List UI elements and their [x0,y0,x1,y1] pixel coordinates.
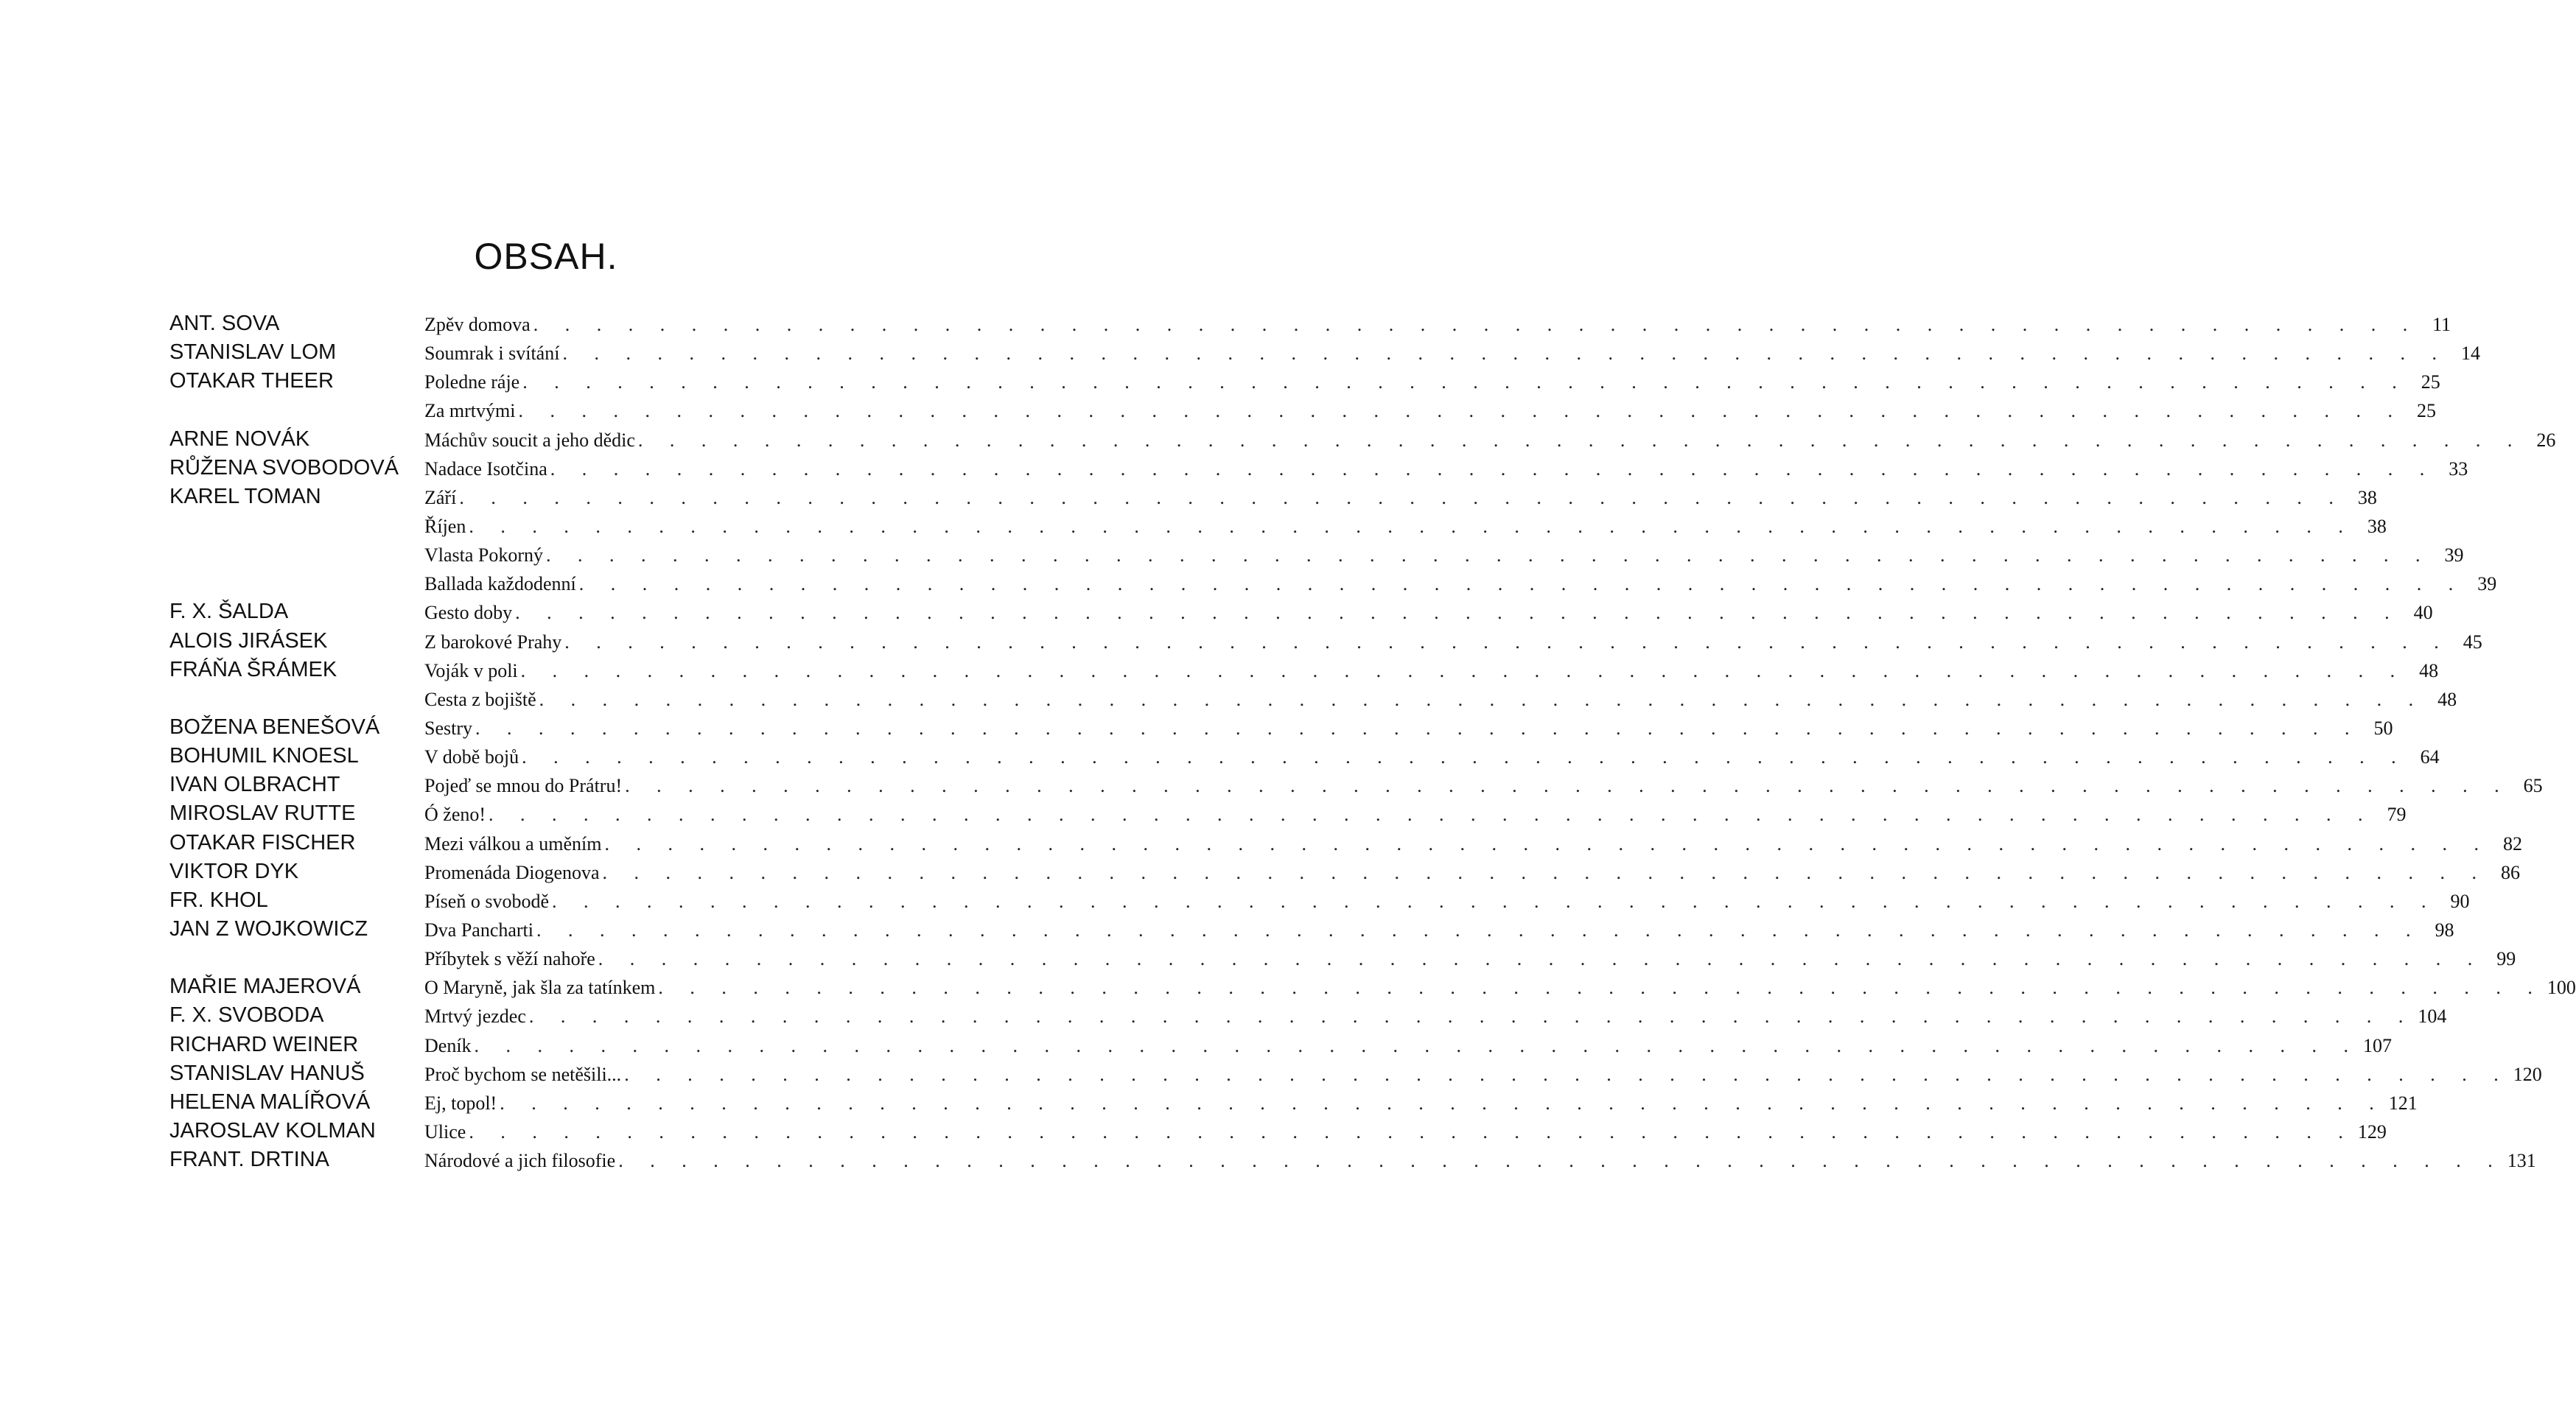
toc-page-number: 39 [2444,544,2464,566]
toc-author: F. X. SVOBODA [169,1003,324,1028]
toc-page-number: 25 [2416,400,2436,422]
dot-leader: . . . . . . . . . . . . . . . . . . . . . . . . . . . . . . . . . . . . . . . . . . . . . . . . . . . . . . . . . . . . [528,1006,2415,1028]
toc-author: MAŘIE MAJEROVÁ [169,975,361,999]
dot-leader: . . . . . . . . . . . . . . . . . . . . . . . . . . . . . . . . . . . . . . . . . . . . . . . . . . . . . . . . . . . . [658,977,2544,999]
toc-page-number: 48 [2419,659,2439,681]
toc-row [0,944,2516,972]
toc-work-title: Pojeď se mnou do Prátru! [424,775,623,797]
dot-leader: . . . . . . . . . . . . . . . . . . . . . . . . . . . . . . . . . . . . . . . . . . . . . . . . . . . . . . . . . . . . [536,919,2422,941]
toc-row [0,1001,2447,1030]
toc-row [0,886,2470,915]
toc-entry [424,455,2468,483]
dot-leader: . . . . . . . . . . . . . . . . . . . . . . . . . . . . . . . . . . . . . . . . . . . . . . . . . . . . . . . . . . . . [469,515,2354,537]
toc-work-title: O Maryně, jak šla za tatínkem [424,977,656,999]
toc-page-number: 120 [2513,1063,2542,1085]
toc-work-title: Sestry [424,717,472,739]
toc-work-title: Zpěv domova [424,314,531,335]
toc-page-number: 14 [2460,343,2480,365]
toc-work-title: Za mrtvými [424,400,516,422]
toc-entry [424,800,2407,829]
toc-entry [424,1031,2393,1060]
toc-author: ANT. SOVA [169,312,280,335]
toc-work-title: Mezi válkou a uměním [424,832,602,855]
toc-entry [424,916,2454,944]
dot-leader: . . . . . . . . . . . . . . . . . . . . . . . . . . . . . . . . . . . . . . . . . . . . . . . . . . . . . . . . . . . . [578,573,2465,595]
page-title: OBSAH. [474,236,618,277]
toc-page-number: 11 [2432,314,2451,335]
toc-work-title: Píseň o svobodě [424,890,549,912]
toc-page-number: 131 [2507,1150,2536,1172]
toc-entry [424,598,2433,627]
toc-entry [424,1146,2536,1175]
toc-row [0,829,2522,857]
toc-page-number: 48 [2437,688,2457,710]
dot-leader: . . . . . . . . . . . . . . . . . . . . . . . . . . . . . . . . . . . . . . . . . . . . . . . . . . . . . . . . . . . . [500,1092,2385,1114]
toc-row [0,569,2497,597]
toc-page-number: 50 [2373,717,2393,739]
toc-work-title: Proč bychom se netěšili... [424,1063,622,1085]
toc-page-number: 25 [2421,371,2440,393]
toc-page-number: 38 [2367,515,2387,537]
toc-work-title: Ej, topol! [424,1092,497,1114]
toc-author: STANISLAV LOM [169,340,337,365]
toc-row [0,1088,2418,1117]
toc-page-number: 86 [2501,861,2521,883]
toc-author: FR. KHOL [169,888,268,912]
toc-entry [424,628,2482,656]
toc-entry [424,944,2516,973]
toc-page-number: 90 [2450,890,2470,912]
toc-entry [424,426,2556,455]
toc-entry [424,743,2440,771]
toc-work-title: Mrtvý jezdec [424,1006,526,1028]
table-of-contents [0,309,2576,1174]
toc-author: STANISLAV HANUŠ [169,1061,365,1085]
toc-row [0,309,2451,338]
toc-entry [424,483,2377,512]
toc-row [0,713,2393,742]
toc-author: BOŽENA BENEŠOVÁ [169,715,380,739]
toc-entry [424,829,2522,858]
toc-entry [424,368,2440,396]
toc-work-title: Ulice [424,1120,466,1143]
toc-entry [424,541,2464,569]
toc-work-title: Dva Pancharti [424,919,534,941]
dot-leader: . . . . . . . . . . . . . . . . . . . . . . . . . . . . . . . . . . . . . . . . . . . . . . . . . . . . . . . . . . . . [489,804,2374,826]
toc-author: KAREL TOMAN [169,484,321,508]
toc-page-number: 104 [2418,1006,2447,1028]
toc-author: FRANT. DRTINA [169,1148,329,1172]
toc-author: HELENA MALÍŘOVÁ [169,1090,371,1114]
toc-author: RŮŽENA SVOBODOVÁ [169,455,399,480]
toc-entry [424,310,2451,339]
dot-leader: . . . . . . . . . . . . . . . . . . . . . . . . . . . . . . . . . . . . . . . . . . . . . . . . . . . . . . . . . . . . [522,371,2408,393]
toc-author: ARNE NOVÁK [169,427,310,451]
dot-leader: . . . . . . . . . . . . . . . . . . . . . . . . . . . . . . . . . . . . . . . . . . . . . . . . . . . . . . . . . . . . [624,1063,2510,1085]
dot-leader: . . . . . . . . . . . . . . . . . . . . . . . . . . . . . . . . . . . . . . . . . . . . . . . . . . . . . . . . . . . . [550,457,2436,480]
dot-leader: . . . . . . . . . . . . . . . . . . . . . . . . . . . . . . . . . . . . . . . . . . . . . . . . . . . . . . . . . . . . [598,948,2484,970]
dot-leader: . . . . . . . . . . . . . . . . . . . . . . . . . . . . . . . . . . . . . . . . . . . . . . . . . . . . . . . . . . . . [564,631,2450,653]
toc-row [0,627,2482,656]
toc-page-number: 38 [2357,486,2377,508]
toc-work-title: Ó ženo! [424,804,486,826]
toc-page-number: 121 [2388,1092,2418,1114]
toc-row [0,972,2576,1001]
dot-leader: . . . . . . . . . . . . . . . . . . . . . . . . . . . . . . . . . . . . . . . . . . . . . . . . . . . . . . . . . . . . [515,602,2401,624]
toc-author: IVAN OLBRACHT [169,773,340,797]
toc-row [0,1031,2393,1059]
dot-leader: . . . . . . . . . . . . . . . . . . . . . . . . . . . . . . . . . . . . . . . . . . . . . . . . . . . . . . . . . . . . [522,746,2407,768]
dot-leader: . . . . . . . . . . . . . . . . . . . . . . . . . . . . . . . . . . . . . . . . . . . . . . . . . . . . . . . . . . . . [604,832,2490,855]
toc-row [0,367,2440,396]
toc-work-title: Cesta z bojiště [424,688,536,710]
toc-entry [424,512,2387,541]
toc-entry [424,656,2439,685]
toc-work-title: Gesto doby [424,602,513,624]
toc-entry [424,1089,2418,1117]
toc-entry [424,887,2470,916]
toc-author: FRÁŇA ŠRÁMEK [169,657,337,681]
toc-page-number: 82 [2502,832,2522,855]
toc-work-title: Září [424,486,457,508]
toc-work-title: Vlasta Pokorný [424,544,544,566]
toc-entry [424,339,2480,368]
dot-leader: . . . . . . . . . . . . . . . . . . . . . . . . . . . . . . . . . . . . . . . . . . . . . . . . . . . . . . . . . . . . [618,1150,2504,1172]
toc-work-title: Promenáda Diogenova [424,861,600,883]
toc-page-number: 99 [2496,948,2516,970]
toc-row [0,1145,2536,1174]
toc-work-title: Máchův soucit a jeho dědic [424,429,635,451]
toc-work-title: Příbytek s věží nahoře [424,948,595,970]
toc-author: JAROSLAV KOLMAN [169,1118,376,1143]
toc-row [0,1059,2542,1088]
toc-row [0,857,2521,886]
toc-page-number: 100 [2547,977,2576,999]
dot-leader: . . . . . . . . . . . . . . . . . . . . . . . . . . . . . . . . . . . . . . . . . . . . . . . . . . . . . . . . . . . . [562,343,2448,365]
dot-leader: . . . . . . . . . . . . . . . . . . . . . . . . . . . . . . . . . . . . . . . . . . . . . . . . . . . . . . . . . . . . [474,1034,2360,1056]
toc-row [0,454,2468,483]
toc-entry [424,973,2576,1002]
dot-leader: . . . . . . . . . . . . . . . . . . . . . . . . . . . . . . . . . . . . . . . . . . . . . . . . . . . . . . . . . . . . [533,314,2419,335]
toc-entry [424,1060,2542,1089]
toc-work-title: Nadace Isotčina [424,457,547,480]
toc-entry [424,685,2457,714]
toc-page-number: 45 [2463,631,2482,653]
toc-page-number: 98 [2435,919,2454,941]
toc-row [0,425,2556,454]
toc-row [0,656,2439,684]
toc-row [0,742,2440,771]
toc-page-number: 107 [2363,1034,2393,1056]
toc-author: MIROSLAV RUTTE [169,801,356,826]
toc-page-number: 65 [2523,775,2543,797]
toc-work-title: Říjen [424,515,466,537]
toc-work-title: Soumrak i svítání [424,343,560,365]
toc-work-title: Národové a jich filosofie [424,1150,616,1172]
dot-leader: . . . . . . . . . . . . . . . . . . . . . . . . . . . . . . . . . . . . . . . . . . . . . . . . . . . . . . . . . . . . [520,659,2407,681]
toc-row [0,799,2407,828]
dot-leader: . . . . . . . . . . . . . . . . . . . . . . . . . . . . . . . . . . . . . . . . . . . . . . . . . . . . . . . . . . . . [469,1120,2354,1143]
toc-row [0,511,2387,540]
toc-row [0,338,2480,367]
toc-work-title: Z barokové Prahy [424,631,562,653]
toc-row [0,597,2433,626]
toc-page-number: 33 [2449,457,2468,480]
toc-work-title: Poledne ráje [424,371,520,393]
toc-entry [424,714,2393,743]
toc-page-number: 129 [2357,1120,2387,1143]
toc-page-number: 26 [2536,429,2556,451]
toc-row [0,396,2436,424]
toc-author: JAN Z WOJKOWICZ [169,916,368,941]
dot-leader: . . . . . . . . . . . . . . . . . . . . . . . . . . . . . . . . . . . . . . . . . . . . . . . . . . . . . . . . . . . . [518,400,2404,422]
toc-work-title: V době bojů [424,746,519,768]
dot-leader: . . . . . . . . . . . . . . . . . . . . . . . . . . . . . . . . . . . . . . . . . . . . . . . . . . . . . . . . . . . . [637,429,2524,451]
toc-entry [424,858,2521,887]
dot-leader: . . . . . . . . . . . . . . . . . . . . . . . . . . . . . . . . . . . . . . . . . . . . . . . . . . . . . . . . . . . . [546,544,2432,566]
dot-leader: . . . . . . . . . . . . . . . . . . . . . . . . . . . . . . . . . . . . . . . . . . . . . . . . . . . . . . . . . . . . [625,775,2510,797]
toc-entry [424,1002,2447,1031]
toc-work-title: Voják v poli [424,659,518,681]
toc-row [0,540,2464,569]
toc-author: OTAKAR THEER [169,369,334,393]
dot-leader: . . . . . . . . . . . . . . . . . . . . . . . . . . . . . . . . . . . . . . . . . . . . . . . . . . . . . . . . . . . . [552,890,2437,912]
dot-leader: . . . . . . . . . . . . . . . . . . . . . . . . . . . . . . . . . . . . . . . . . . . . . . . . . . . . . . . . . . . . [475,717,2361,739]
toc-page-number: 40 [2413,602,2433,624]
toc-work-title: Deník [424,1034,472,1056]
toc-entry [424,771,2543,800]
toc-entry [424,1117,2387,1146]
toc-author: OTAKAR FISCHER [169,830,356,855]
toc-entry [424,396,2436,425]
toc-page-number: 64 [2420,746,2440,768]
toc-page-number: 39 [2477,573,2497,595]
toc-row [0,483,2377,511]
toc-author: F. X. ŠALDA [169,600,289,624]
toc-author: VIKTOR DYK [169,859,299,883]
toc-author: RICHARD WEINER [169,1032,359,1056]
toc-entry [424,569,2497,598]
toc-work-title: Ballada každodenní [424,573,576,595]
toc-author: ALOIS JIRÁSEK [169,628,328,653]
dot-leader: . . . . . . . . . . . . . . . . . . . . . . . . . . . . . . . . . . . . . . . . . . . . . . . . . . . . . . . . . . . . [459,486,2345,508]
toc-row [0,1117,2387,1145]
toc-author: BOHUMIL KNOESL [169,744,359,768]
dot-leader: . . . . . . . . . . . . . . . . . . . . . . . . . . . . . . . . . . . . . . . . . . . . . . . . . . . . . . . . . . . . [602,861,2488,883]
toc-page-number: 79 [2387,804,2407,826]
toc-row [0,684,2457,713]
toc-row [0,915,2454,944]
toc-row [0,771,2543,799]
dot-leader: . . . . . . . . . . . . . . . . . . . . . . . . . . . . . . . . . . . . . . . . . . . . . . . . . . . . . . . . . . . . [539,688,2425,710]
